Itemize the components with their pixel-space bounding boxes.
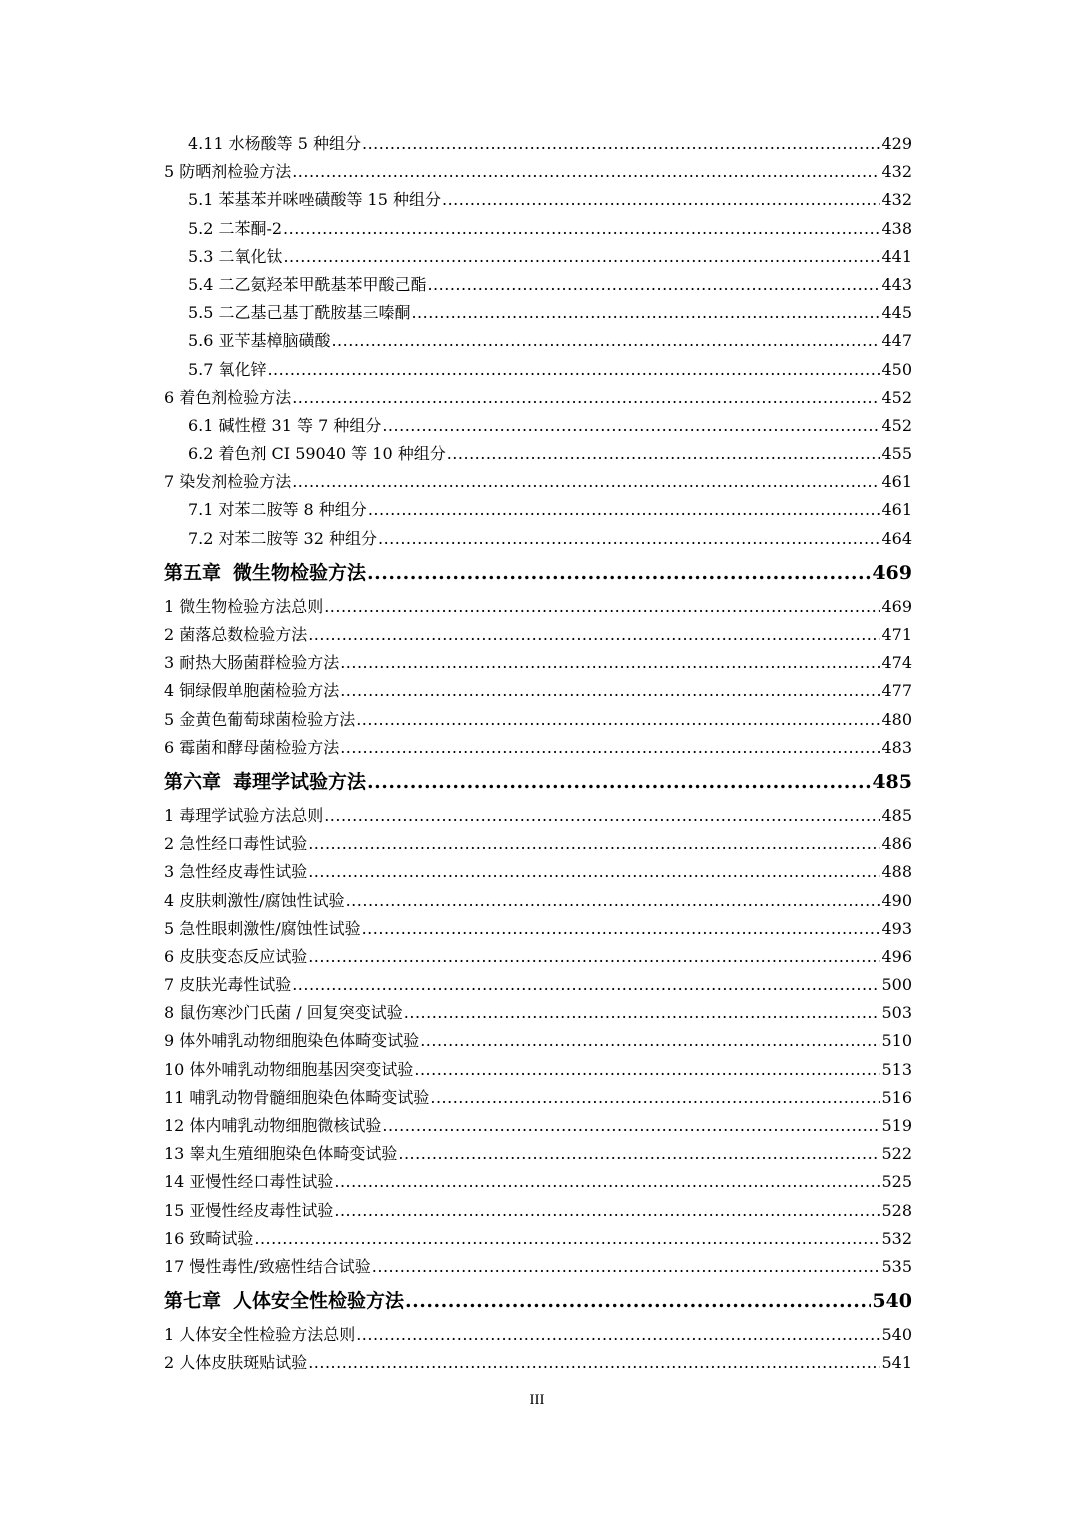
toc-entry-number: 5.5: [188, 303, 214, 323]
toc-entry-title: 哺乳动物骨髓细胞染色体畸变试验: [189, 1087, 430, 1107]
toc-leader-dots: [292, 384, 880, 412]
toc-entry-page: 503: [881, 1003, 912, 1023]
toc-leader-dots: [420, 1027, 880, 1055]
toc-leader-dots: [378, 525, 880, 553]
toc-entry-number: 4: [164, 681, 175, 701]
toc-section-entry[interactable]: [164, 158, 912, 186]
toc-entry-title: 霉菌和酵母菌检验方法: [179, 737, 340, 757]
toc-entry-page: 540: [872, 1290, 912, 1313]
toc-entry-number: 10: [164, 1059, 185, 1079]
toc-leader-dots: [346, 887, 881, 915]
toc-leader-dots: [283, 243, 880, 271]
toc-entry-number: 16: [164, 1228, 185, 1248]
toc-entry-number: 14: [164, 1172, 185, 1192]
toc-entry-page: 429: [881, 134, 912, 153]
toc-section-entry[interactable]: [164, 943, 912, 971]
toc-entry-page: 485: [872, 770, 912, 793]
toc-section-entry[interactable]: [164, 1253, 912, 1281]
toc-entry-number: 1: [164, 1325, 175, 1345]
toc-leader-dots: [334, 1197, 880, 1225]
toc-entry-number: 6: [164, 946, 175, 966]
toc-leader-dots: [334, 1168, 880, 1196]
toc-entry-page: 471: [881, 625, 912, 644]
toc-section-entry[interactable]: [164, 1168, 912, 1196]
toc-chapter-entry[interactable]: [164, 1281, 912, 1321]
toc-entry-page: 510: [881, 1031, 912, 1051]
toc-subsection-entry[interactable]: [164, 327, 912, 355]
toc-entry-number: 5.3: [188, 246, 214, 266]
toc-section-entry[interactable]: [164, 887, 912, 915]
toc-entry-page: 432: [881, 190, 912, 210]
toc-section-entry[interactable]: [164, 734, 912, 762]
toc-entry-number: 5: [164, 918, 175, 938]
toc-leader-dots: [292, 971, 880, 999]
toc-leader-dots: [331, 327, 880, 355]
toc-entry-number: 13: [164, 1144, 185, 1164]
toc-entry-title: 鼠伤寒沙门氏菌 / 回复突变试验: [179, 1003, 403, 1023]
toc-subsection-entry[interactable]: [164, 412, 912, 440]
toc-entry-page: 445: [881, 303, 912, 323]
toc-section-entry[interactable]: [164, 706, 912, 734]
toc-leader-dots: [308, 943, 880, 971]
toc-leader-dots: [340, 649, 880, 677]
toc-chapter-entry[interactable]: [164, 553, 912, 593]
toc-entry-title: 毒理学试验方法总则: [179, 805, 324, 825]
toc-entry-title: 染发剂检验方法: [179, 472, 292, 492]
toc-entry-number: 6.2: [188, 444, 214, 464]
toc-entry-title: 对苯二胺等 32 种组分: [218, 528, 377, 548]
toc-section-entry[interactable]: [164, 649, 912, 677]
toc-entry-title: 致畸试验: [189, 1228, 254, 1248]
toc-section-entry[interactable]: [164, 1225, 912, 1253]
toc-entry-page: 490: [881, 890, 912, 910]
toc-entry-page: 500: [881, 975, 912, 995]
toc-leader-dots: [367, 762, 871, 802]
toc-leader-dots: [404, 999, 881, 1027]
toc-leader-dots: [308, 858, 880, 886]
toc-entry-number: 11: [164, 1087, 185, 1107]
toc-entry-number: 7.2: [188, 528, 214, 548]
toc-entry-number: 4.11: [188, 134, 224, 153]
toc-section-entry[interactable]: [164, 971, 912, 999]
toc-entry-number: 17: [164, 1256, 185, 1276]
toc-entry-title: 铜绿假单胞菌检验方法: [179, 681, 340, 701]
toc-leader-dots: [411, 299, 880, 327]
toc-subsection-entry[interactable]: [164, 496, 912, 524]
toc-entry-page: 443: [881, 274, 912, 294]
toc-section-entry[interactable]: [164, 384, 912, 412]
toc-leader-dots: [442, 186, 880, 214]
toc-entry-title: 人体安全性检验方法总则: [179, 1325, 356, 1345]
toc-entry-page: 469: [881, 596, 912, 616]
toc-section-entry[interactable]: [164, 677, 912, 705]
toc-section-entry[interactable]: [164, 1056, 912, 1084]
toc-subsection-entry[interactable]: [164, 525, 912, 553]
toc-entry-page: 525: [881, 1172, 912, 1192]
toc-entry-title: 微生物检验方法总则: [179, 596, 324, 616]
toc-section-entry[interactable]: [164, 1112, 912, 1140]
toc-entry-title: 睾丸生殖细胞染色体畸变试验: [189, 1144, 398, 1164]
toc-entry-title: 亚苄基樟脑磺酸: [218, 331, 331, 351]
toc-subsection-entry[interactable]: [164, 356, 912, 384]
toc-section-entry[interactable]: [164, 999, 912, 1027]
toc-section-entry[interactable]: [164, 830, 912, 858]
toc-leader-dots: [398, 1140, 880, 1168]
toc-entry-number: 第五章: [164, 561, 222, 584]
toc-entry-title: 对苯二胺等 8 种组分: [218, 500, 367, 520]
toc-entry-number: 1: [164, 805, 175, 825]
toc-entry-page: 522: [881, 1144, 912, 1164]
toc-leader-dots: [372, 1253, 881, 1281]
toc-entry-page: 486: [881, 834, 912, 854]
toc-entry-page: 519: [881, 1116, 912, 1135]
toc-entry-page: 452: [881, 387, 912, 407]
toc-entry-page: 541: [881, 1353, 912, 1373]
toc-entry-title: 亚慢性经口毒性试验: [189, 1172, 334, 1192]
toc-entry-number: 5.2: [188, 218, 214, 238]
toc-leader-dots: [382, 1112, 880, 1140]
toc-entry-number: 7: [164, 472, 175, 492]
toc-leader-dots: [414, 1056, 880, 1084]
toc-entry-number: 第六章: [164, 770, 222, 793]
toc-leader-dots: [283, 215, 880, 243]
toc-leader-dots: [292, 158, 880, 186]
toc-entry-number: 5: [164, 162, 175, 182]
toc-section-entry[interactable]: [164, 1321, 912, 1349]
toc-entry-page: 447: [881, 331, 912, 351]
toc-entry-title: 皮肤光毒性试验: [179, 975, 292, 995]
toc-entry-title: 着色剂 CI 59040 等 10 种组分: [218, 444, 446, 464]
toc-leader-dots: [382, 412, 880, 440]
toc-section-entry[interactable]: [164, 858, 912, 886]
toc-subsection-entry[interactable]: [164, 271, 912, 299]
toc-entry-title: 急性经皮毒性试验: [179, 862, 308, 882]
toc-entry-page: 483: [881, 737, 912, 757]
toc-entry-number: 3: [164, 653, 175, 673]
toc-entry-page: 464: [881, 528, 912, 548]
toc-leader-dots: [292, 468, 880, 496]
toc-entry-page: 535: [881, 1256, 912, 1276]
toc-entry-page: 461: [881, 472, 912, 492]
toc-leader-dots: [362, 915, 881, 943]
toc-entry-title: 菌落总数检验方法: [179, 625, 308, 644]
toc-entry-title: 体内哺乳动物细胞微核试验: [189, 1116, 382, 1135]
toc-leader-dots: [267, 356, 880, 384]
toc-entry-number: 12: [164, 1116, 185, 1135]
toc-leader-dots: [324, 593, 880, 621]
toc-entry-number: 6: [164, 387, 175, 407]
toc-entry-page: 461: [881, 500, 912, 520]
toc-leader-dots: [368, 496, 881, 524]
toc-section-entry[interactable]: [164, 1140, 912, 1168]
toc-entry-number: 6.1: [188, 415, 214, 435]
toc-leader-dots: [430, 1084, 880, 1112]
toc-subsection-entry[interactable]: [164, 186, 912, 214]
toc-entry-page: 450: [881, 359, 912, 379]
toc-entry-title: 二苯酮-2: [218, 218, 283, 238]
toc-leader-dots: [324, 802, 880, 830]
toc-subsection-entry[interactable]: [164, 243, 912, 271]
toc-section-entry[interactable]: [164, 468, 912, 496]
toc-entry-page: 432: [881, 162, 912, 182]
toc-leader-dots: [340, 734, 880, 762]
toc-entry-title: 氧化锌: [218, 359, 267, 379]
page-number: III: [529, 1392, 545, 1408]
toc-entry-number: 7.1: [188, 500, 214, 520]
toc-entry-title: 急性经口毒性试验: [179, 834, 308, 854]
toc-entry-title: 亚慢性经皮毒性试验: [189, 1200, 334, 1220]
toc-entry-page: 496: [881, 946, 912, 966]
toc-entry-number: 5.6: [188, 331, 214, 351]
toc-entry-number: 7: [164, 975, 175, 995]
toc-leader-dots: [308, 830, 880, 858]
toc-entry-page: 455: [881, 444, 912, 464]
toc-entry-title: 微生物检验方法: [233, 561, 367, 584]
toc-entry-page: 452: [881, 415, 912, 435]
toc-entry-page: 480: [881, 709, 912, 729]
toc-subsection-entry[interactable]: [164, 215, 912, 243]
toc-entry-number: 第七章: [164, 1290, 222, 1313]
toc-leader-dots: [308, 621, 880, 649]
toc-entry-title: 水杨酸等 5 种组分: [228, 134, 361, 153]
toc-entry-page: 493: [881, 918, 912, 938]
toc-subsection-entry[interactable]: [164, 299, 912, 327]
toc-leader-dots: [367, 553, 871, 593]
toc-entry-number: 9: [164, 1031, 175, 1051]
toc-entry-page: 477: [881, 681, 912, 701]
toc-entry-title: 金黄色葡萄球菌检验方法: [179, 709, 356, 729]
toc-entry-title: 皮肤刺激性/腐蚀性试验: [179, 890, 345, 910]
toc-entry-title: 着色剂检验方法: [179, 387, 292, 407]
toc-entry-page: 516: [881, 1087, 912, 1107]
toc-leader-dots: [356, 1321, 880, 1349]
toc-entry-number: 8: [164, 1003, 175, 1023]
toc-entry-page: 528: [881, 1200, 912, 1220]
toc-section-entry[interactable]: [164, 621, 912, 649]
toc-entry-number: 3: [164, 862, 175, 882]
toc-entry-title: 防晒剂检验方法: [179, 162, 292, 182]
toc-leader-dots: [447, 440, 881, 468]
toc-entry-number: 5.4: [188, 274, 214, 294]
toc-entry-title: 二乙氨羟苯甲酰基苯甲酸己酯: [218, 274, 427, 294]
toc-entry-number: 1: [164, 596, 175, 616]
toc-entry-page: 474: [881, 653, 912, 673]
toc-leader-dots: [405, 1281, 871, 1321]
toc-entry-title: 二乙基己基丁酰胺基三嗪酮: [218, 303, 411, 323]
toc-section-entry[interactable]: [164, 802, 912, 830]
toc-entry-title: 苯基苯并咪唑磺酸等 15 种组分: [218, 190, 441, 210]
toc-leader-dots: [308, 1349, 880, 1377]
toc-entry-number: 5: [164, 709, 175, 729]
toc-subsection-entry[interactable]: [164, 440, 912, 468]
toc-entry-number: 5.1: [188, 190, 214, 210]
toc-entry-number: 6: [164, 737, 175, 757]
toc-entry-number: 2: [164, 625, 175, 644]
toc-entry-page: 540: [881, 1325, 912, 1345]
toc-entry-title: 急性眼刺激性/腐蚀性试验: [179, 918, 361, 938]
toc-entry-number: 5.7: [188, 359, 214, 379]
toc-entry-title: 皮肤变态反应试验: [179, 946, 308, 966]
toc-section-entry[interactable]: [164, 1197, 912, 1225]
toc-entry-page: 513: [881, 1059, 912, 1079]
toc-entry-page: 488: [881, 862, 912, 882]
toc-leader-dots: [362, 130, 880, 158]
toc-leader-dots: [340, 677, 880, 705]
toc-section-entry[interactable]: [164, 1349, 912, 1377]
toc-entry-title: 人体皮肤斑贴试验: [179, 1353, 308, 1373]
toc-entry-title: 二氧化钛: [218, 246, 283, 266]
table-of-contents: [164, 130, 912, 1378]
toc-entry-title: 毒理学试验方法: [233, 770, 367, 793]
toc-subsection-entry[interactable]: [164, 130, 912, 158]
toc-entry-title: 慢性毒性/致癌性结合试验: [189, 1256, 371, 1276]
toc-entry-title: 碱性橙 31 等 7 种组分: [218, 415, 382, 435]
toc-leader-dots: [427, 271, 880, 299]
toc-leader-dots: [356, 706, 880, 734]
toc-entry-title: 体外哺乳动物细胞染色体畸变试验: [179, 1031, 420, 1051]
toc-entry-number: 4: [164, 890, 175, 910]
toc-entry-number: 2: [164, 1353, 175, 1373]
toc-entry-number: 2: [164, 834, 175, 854]
toc-entry-page: 469: [872, 561, 912, 584]
toc-chapter-entry[interactable]: [164, 762, 912, 802]
toc-section-entry[interactable]: [164, 593, 912, 621]
toc-entry-title: 耐热大肠菌群检验方法: [179, 653, 340, 673]
toc-section-entry[interactable]: [164, 1084, 912, 1112]
toc-entry-page: 441: [881, 246, 912, 266]
toc-entry-page: 532: [881, 1228, 912, 1248]
toc-section-entry[interactable]: [164, 1027, 912, 1055]
toc-leader-dots: [254, 1225, 880, 1253]
toc-entry-page: 485: [881, 805, 912, 825]
toc-entry-number: 15: [164, 1200, 185, 1220]
toc-section-entry[interactable]: [164, 915, 912, 943]
toc-entry-page: 438: [881, 218, 912, 238]
toc-entry-title: 人体安全性检验方法: [233, 1290, 405, 1313]
toc-entry-title: 体外哺乳动物细胞基因突变试验: [189, 1059, 414, 1079]
